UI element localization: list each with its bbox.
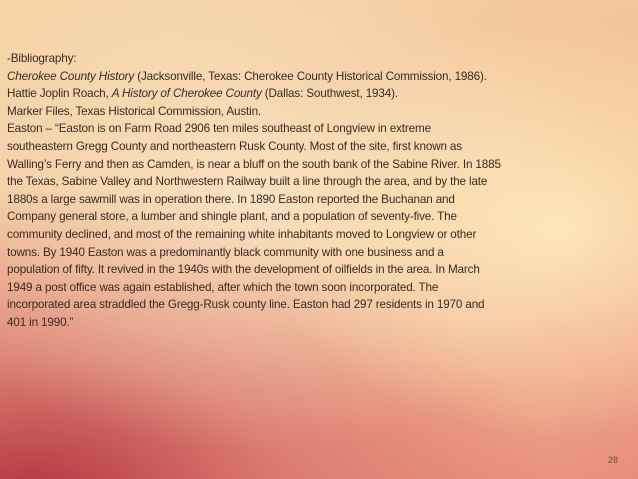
easton-quote-line: community declined, and most of the remaining white inhabitants moved to Longview or other: [7, 227, 477, 241]
easton-quote-line: 1949 a post office was again established, after which the town soon incorporated. The: [7, 280, 439, 294]
bibliography-entry-1-title: Cherokee County History: [7, 69, 135, 83]
bibliography-entry-2-details: (Dallas: Southwest, 1934).: [261, 87, 398, 101]
bibliography-entry-2-title: A History of Cherokee County: [111, 87, 262, 101]
easton-quote-line: Company general store, a lumber and shingle plant, and a population of seventy-five. The: [7, 210, 457, 224]
bibliography-entry-2-author: Hattie Joplin Roach,: [7, 87, 112, 101]
bibliography-entry-3: Marker Files, Texas Historical Commission, Austin.: [7, 104, 262, 118]
easton-quote-line: Easton – “Easton is on Farm Road 2906 ten miles southeast of Longview in extreme: [7, 122, 431, 136]
easton-quote-line: incorporated area straddled the Gregg-Rusk county line. Easton had 297 residents in 1970 and: [7, 298, 485, 312]
easton-quote-line: Walling’s Ferry and then as Camden, is near a bluff on the south bank of the Sabine River. In 1885: [7, 157, 501, 171]
easton-quote-line: 1880s a large sawmill was in operation there. In 1890 Easton reported the Buchanan and: [7, 192, 455, 206]
slide-page-number: 28: [607, 455, 618, 465]
easton-quote-line: 401 in 1990.”: [7, 315, 74, 329]
easton-quote-line: population of fifty. It revived in the 1940s with the development of oilfields in the area. In March: [7, 263, 480, 277]
bibliography-entry-1: [7, 68, 635, 86]
bibliography-entry-1-details: (Jacksonville, Texas: Cherokee County Historical Commission, 1986).: [134, 69, 487, 83]
slide-body-text: [7, 50, 635, 332]
bibliography-heading: -Bibliography:: [7, 52, 77, 65]
bibliography-entry-2: [7, 85, 635, 103]
easton-quote-line: the Texas, Sabine Valley and Northwestern Railway built a line through the area, and by the late: [7, 175, 488, 189]
easton-quote-line: southeastern Gregg County and northeastern Rusk County. Most of the site, first known as: [7, 139, 462, 153]
easton-quote-line: towns. By 1940 Easton was a predominantly black community with one business and a: [7, 245, 444, 259]
